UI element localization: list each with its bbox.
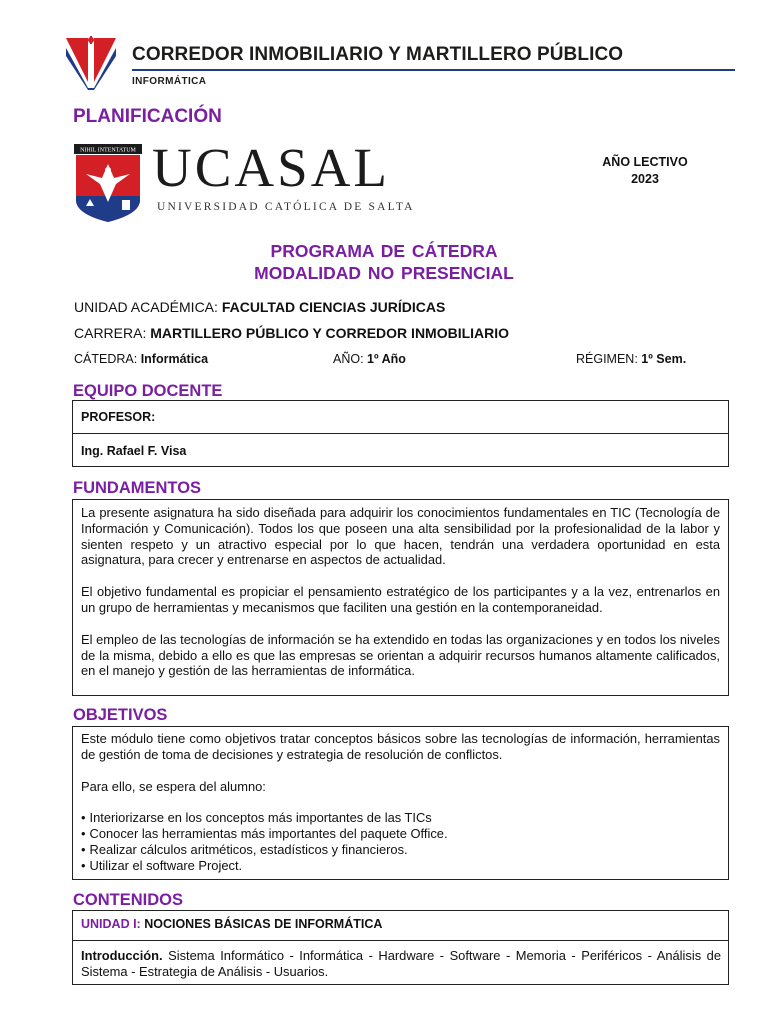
list-item: • Interiorizarse en los conceptos más importantes de las TICs xyxy=(81,810,720,826)
list-item: • Conocer las herramientas más importantes del paquete Office. xyxy=(81,826,720,842)
objetivos-lead: Para ello, se espera del alumno: xyxy=(81,778,266,794)
profesor-row xyxy=(73,401,728,434)
regimen-value: 1º Sem. xyxy=(641,352,687,366)
catedra xyxy=(74,352,208,366)
planificacion-heading: PLANIFICACIÓN xyxy=(73,106,222,127)
objetivos-box xyxy=(72,726,729,880)
university-name: UCASAL xyxy=(152,137,391,198)
intro-label: Introducción. xyxy=(81,948,163,963)
header-title: CORREDOR INMOBILIARIO Y MARTILLERO PÚBLICO xyxy=(132,44,624,65)
pennant-logo-icon xyxy=(66,36,116,90)
fundamentos-heading: FUNDAMENTOS xyxy=(73,479,202,497)
carrera-label: CARRERA: xyxy=(74,325,151,341)
carrera xyxy=(74,325,509,341)
anio-label: AÑO: xyxy=(333,352,368,366)
contenidos-heading: CONTENIDOS xyxy=(73,891,184,909)
intro-text: Sistema Informático - Informática - Hardware - Software - Memoria - Periféricos - Análisis de Sistema - Estrategia de Análisis - Usuarios. xyxy=(81,948,721,979)
objetivos-heading: OBJETIVOS xyxy=(73,706,168,724)
regimen xyxy=(576,352,686,366)
contenidos-table xyxy=(72,910,729,985)
fundamentos-paragraph: El empleo de las tecnologías de información se ha extendido en todas las organizaciones y en todos los niveles de la misma, debido a ello es que las empresas se orientan a adquirir recursos humanos altamente calificados, en el manejo y gestión de las herramientas de informática. xyxy=(81,631,720,679)
header-subtitle: INFORMÁTICA xyxy=(132,76,207,87)
equipo-docente-table xyxy=(72,400,729,467)
unidad-academica xyxy=(74,299,445,315)
catedra-label: CÁTEDRA: xyxy=(74,352,141,366)
unidad-title xyxy=(81,917,382,931)
anio-lectivo-label: AÑO LECTIVO xyxy=(602,155,688,169)
fundamentos-paragraph: El objetivo fundamental es propiciar el pensamiento estratégico de los participantes y a la vez, entrenarlos en un grupo de herramientas y mecanismos que faciliten una gestión en la contemporaneidad. xyxy=(81,584,720,615)
unidad-row xyxy=(73,911,728,941)
university-shield-icon xyxy=(74,144,142,222)
program-title-line2: MODALIDAD NO PRESENCIAL xyxy=(254,263,514,283)
list-item: • Utilizar el software Project. xyxy=(81,858,720,874)
anio-value: 1º Año xyxy=(367,352,406,366)
unidad-value: FACULTAD CIENCIAS JURÍDICAS xyxy=(221,299,446,315)
anio xyxy=(333,352,406,366)
university-full-name: UNIVERSIDAD CATÓLICA DE SALTA xyxy=(157,201,415,213)
fundamentos-paragraph: La presente asignatura ha sido diseñada para adquirir los conocimientos fundamentales en TIC (Tecnología de Información y Comunicación). Todos los que poseen una alta sensibilidad por la profesionalidad de la labor y sienten respeto y un atractivo especial por lo que hacen, tendrán una verdadera oportunidad en esta asignatura, para crecer y entrenarse en aspectos de actualidad. xyxy=(81,505,720,568)
equipo-docente-heading: EQUIPO DOCENTE xyxy=(73,382,223,400)
list-item: • Realizar cálculos aritméticos, estadísticos y financieros. xyxy=(81,842,720,858)
program-title-line1: PROGRAMA DE CÁTEDRA xyxy=(270,241,498,261)
program-title xyxy=(0,240,768,284)
profesor-label: PROFESOR: xyxy=(81,410,156,424)
unidad-prefix: UNIDAD I: xyxy=(81,917,145,931)
objetivos-intro: Este módulo tiene como objetivos tratar conceptos básicos sobre las tecnologías de información, herramientas de gestión de toma de decisiones y estrategia de resolución de conflictos. xyxy=(81,731,720,762)
profesor-name: Ing. Rafael F. Visa xyxy=(81,444,187,458)
unidad-content xyxy=(81,948,721,980)
catedra-value: Informática xyxy=(140,352,209,366)
regimen-label: RÉGIMEN: xyxy=(576,352,642,366)
fundamentos-box xyxy=(72,499,729,696)
unidad-name: NOCIONES BÁSICAS DE INFORMÁTICA xyxy=(144,917,383,931)
unidad-label: UNIDAD ACADÉMICA: xyxy=(74,299,222,315)
shield-motto: NIHIL INTENTATUM xyxy=(80,147,136,154)
carrera-value: MARTILLERO PÚBLICO Y CORREDOR INMOBILIARIO xyxy=(150,325,510,341)
anio-lectivo-value: 2023 xyxy=(631,172,659,186)
objetivos-list xyxy=(81,810,720,873)
header-divider xyxy=(132,69,735,71)
